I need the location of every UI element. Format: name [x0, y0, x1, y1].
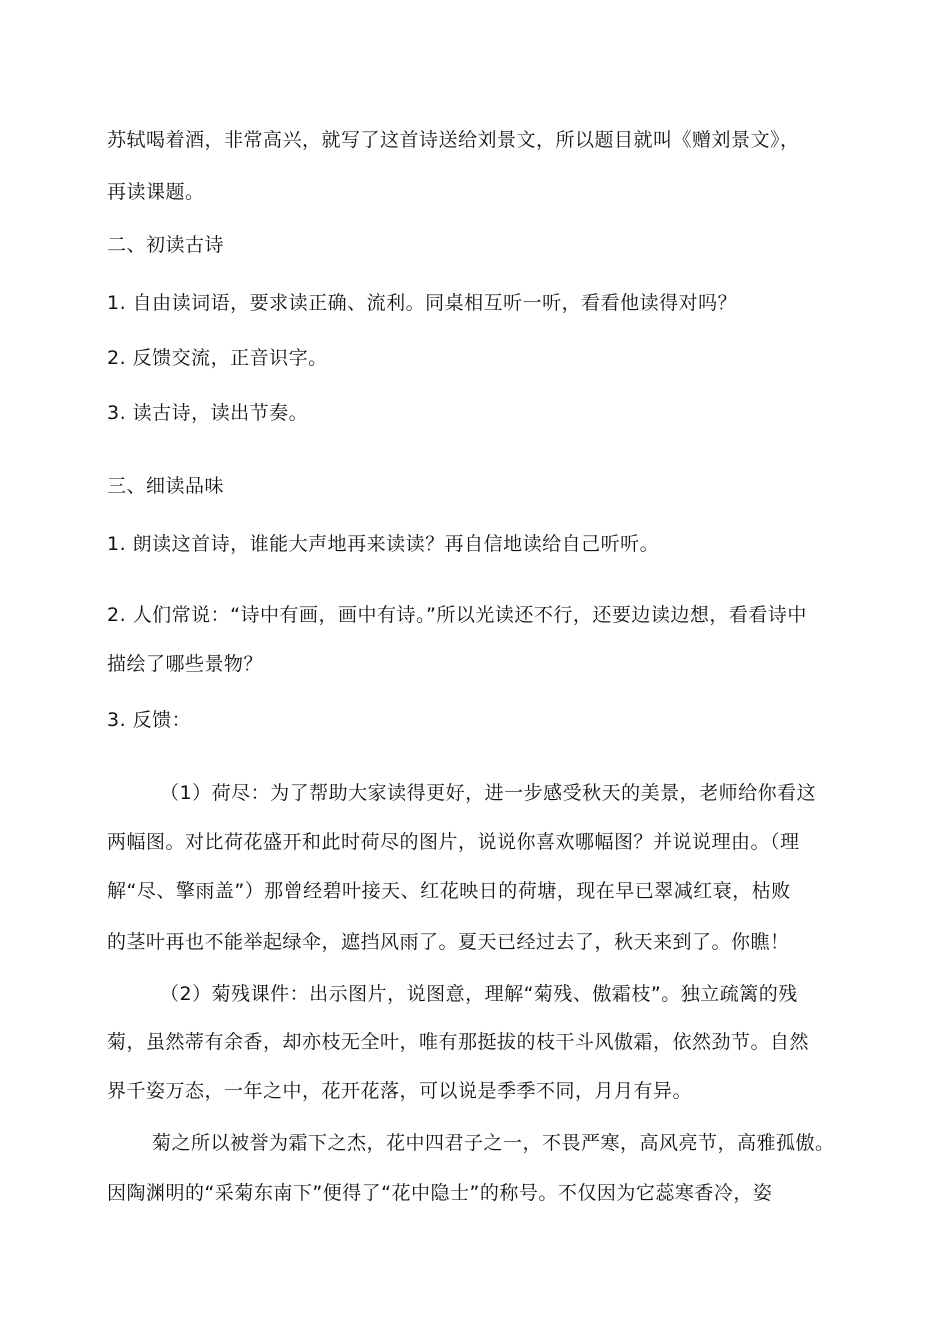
list-item: 1. 朗读这首诗，谁能大声地再来读读？再自信地读给自己听听。: [107, 533, 660, 555]
paragraph-line: 菊之所以被誉为霜下之杰，花中四君子之一，不畏严寒，高风亮节，高雅孤傲。: [152, 1132, 835, 1154]
paragraph-line: （1）荷尽：为了帮助大家读得更好，进一步感受秋天的美景，老师给你看这: [160, 782, 817, 804]
list-item-continuation: 描绘了哪些景物？: [107, 653, 264, 675]
list-item: 3. 读古诗，读出节奏。: [107, 402, 309, 424]
paragraph-line: 解“尽、擎雨盖”）那曾经碧叶接天、红花映日的荷塘，现在早已翠减红衰，枯败: [107, 880, 791, 902]
paragraph-line: 再读课题。: [107, 181, 205, 203]
list-item: 3. 反馈：: [107, 709, 192, 731]
section-heading: 三、细读品味: [107, 475, 225, 497]
paragraph-line: 菊，虽然蒂有余香，却亦枝无全叶，唯有那挺拔的枝干斗风傲霜，依然劲节。自然: [107, 1031, 810, 1053]
paragraph-line: 界千姿万态，一年之中，花开花落，可以说是季季不同，月月有异。: [107, 1080, 693, 1102]
section-heading: 二、初读古诗: [107, 234, 225, 256]
paragraph-line: 两幅图。对比荷花盛开和此时荷尽的图片，说说你喜欢哪幅图？并说说理由。（理: [107, 831, 800, 853]
paragraph-line: 的茎叶再也不能举起绿伞，遮挡风雨了。夏天已经过去了，秋天来到了。你瞧！: [107, 931, 790, 953]
paragraph-line: （2）菊残课件：出示图片，说图意，理解“菊残、傲霜枝”。独立疏篱的残: [160, 983, 798, 1005]
paragraph-line: 因陶渊明的“采菊东南下”便得了“花中隐士”的称号。不仅因为它蕊寒香冷，姿: [107, 1182, 773, 1204]
paragraph-line: 苏轼喝着酒，非常高兴，就写了这首诗送给刘景文，所以题目就叫《赠刘景文》，: [107, 129, 800, 151]
list-item: 2. 反馈交流，正音识字。: [107, 347, 328, 369]
list-item: 1. 自由读词语，要求读正确、流利。同桌相互听一听，看看他读得对吗？: [107, 292, 738, 314]
list-item: 2. 人们常说：“诗中有画，画中有诗。”所以光读还不行，还要边读边想，看看诗中: [107, 604, 807, 626]
